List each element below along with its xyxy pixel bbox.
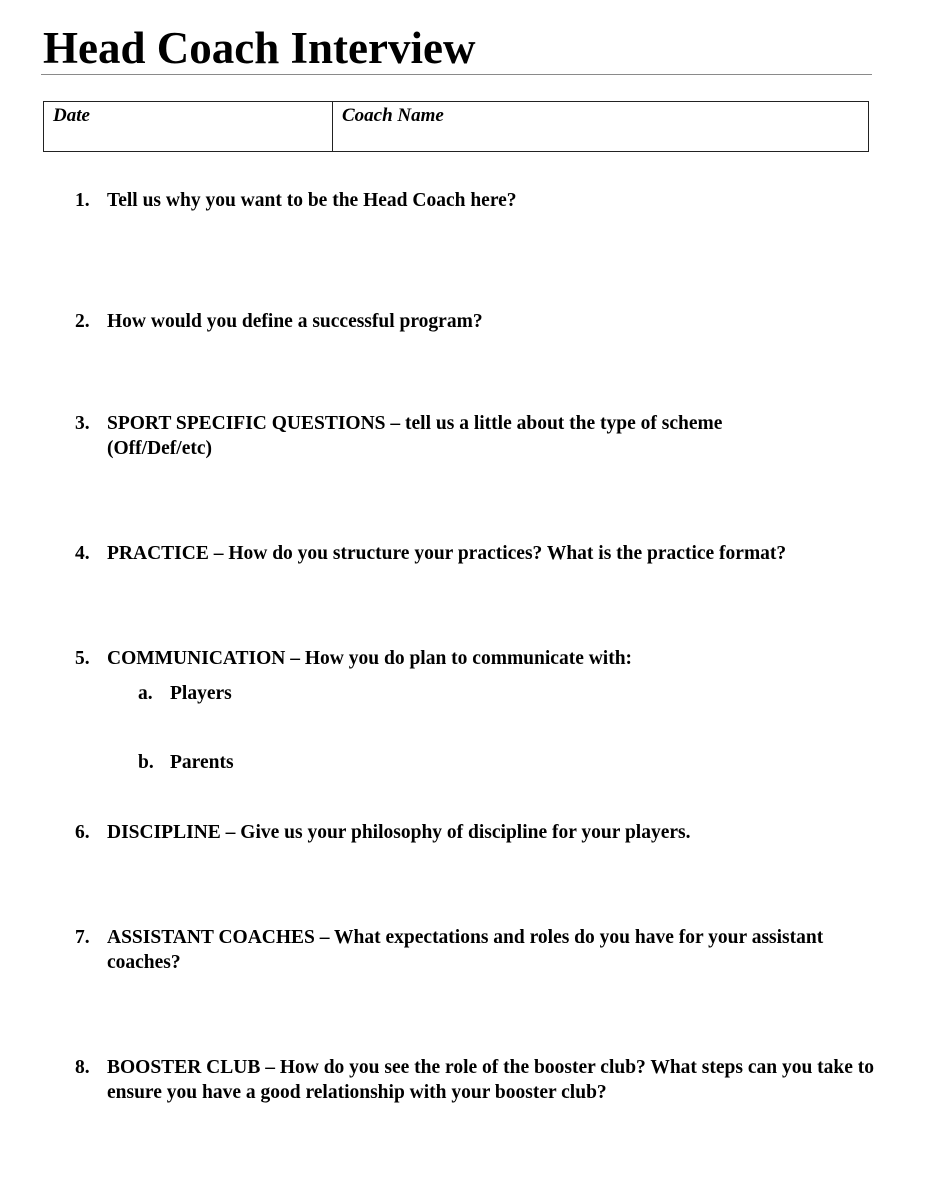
question-number: 8. [75, 1057, 90, 1078]
question-text: SPORT SPECIFIC QUESTIONS – tell us a little about the type of scheme (Off/Def/etc) [107, 413, 723, 459]
question-5 [75, 646, 875, 671]
sub-item-text: Players [170, 683, 232, 704]
question-text: PRACTICE – How do you structure your practices? What is the practice format? [107, 543, 787, 564]
sub-item-parents [138, 750, 234, 775]
question-6 [75, 820, 875, 845]
page-title: Head Coach Interview [43, 23, 476, 73]
question-text: Tell us why you want to be the Head Coach here? [107, 190, 517, 211]
question-2 [75, 309, 875, 334]
question-number: 1. [75, 190, 90, 211]
title-divider [41, 74, 872, 75]
question-number: 6. [75, 822, 90, 843]
question-number: 2. [75, 311, 90, 332]
question-7 [75, 925, 845, 975]
question-8 [75, 1055, 875, 1105]
sub-item-letter: a. [138, 683, 153, 704]
question-text: COMMUNICATION – How you do plan to communicate with: [107, 648, 633, 669]
question-number: 4. [75, 543, 90, 564]
sub-item-letter: b. [138, 752, 154, 773]
sub-item-players [138, 681, 232, 706]
question-number: 3. [75, 413, 90, 434]
question-text: ASSISTANT COACHES – What expectations and roles do you have for your assistant coaches? [107, 927, 824, 973]
question-number: 5. [75, 648, 90, 669]
question-number: 7. [75, 927, 90, 948]
coach-name-label: Coach Name [342, 105, 444, 126]
question-text: DISCIPLINE – Give us your philosophy of discipline for your players. [107, 822, 691, 843]
question-1 [75, 188, 875, 213]
question-4 [75, 541, 890, 566]
question-text: BOOSTER CLUB – How do you see the role of the booster club? What steps can you take to ensure you have a good relationship with your booster club? [107, 1057, 875, 1103]
coach-name-field[interactable] [333, 102, 868, 151]
interview-info-table [43, 101, 869, 152]
sub-item-text: Parents [170, 752, 234, 773]
date-label: Date [53, 105, 90, 126]
date-field[interactable] [44, 102, 333, 151]
question-3 [75, 411, 815, 461]
question-text: How would you define a successful program? [107, 311, 483, 332]
